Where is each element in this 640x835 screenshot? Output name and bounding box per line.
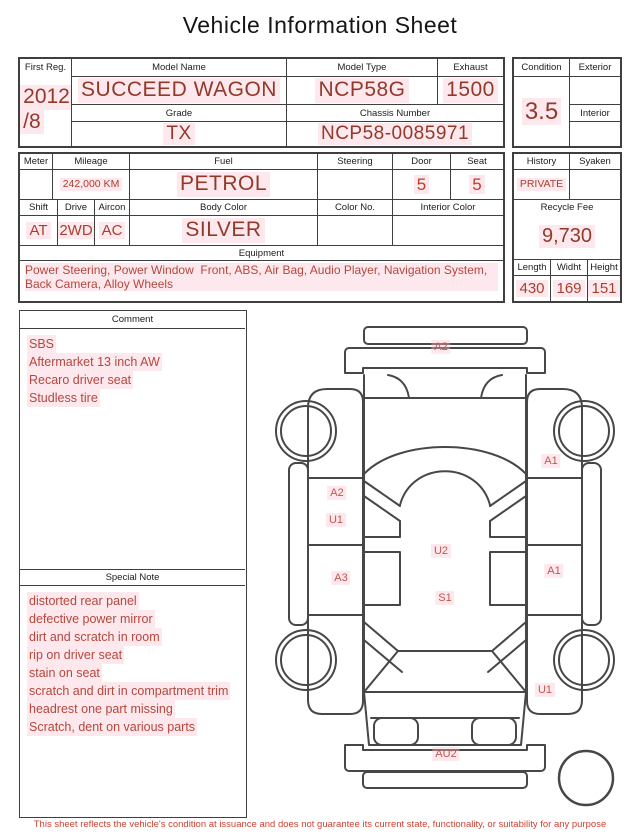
sliding-door-rails [364,552,526,605]
cowl [364,375,526,398]
exhaust-label: Exhaust [438,59,503,77]
model-name-value: SUCCEED WAGON [72,77,287,105]
comment-content [20,329,245,569]
note-line: distorted rear panel [29,594,137,608]
first-reg-month: /8 [20,110,44,134]
wheel-rear-right-inner [559,635,609,685]
body-sides [364,375,526,692]
shift-value: AT [20,216,58,246]
cabin-connectors [364,521,526,537]
height-value: 151 [588,276,620,301]
length-label: Length [514,260,551,276]
note-line: Aftermarket 13 inch AW [29,355,160,369]
condition-label: Condition [514,59,570,77]
windshield-outer [364,447,526,474]
front-strip [364,327,527,344]
damage-code-label: S1 [435,591,454,605]
drive-value: 2WD [58,216,95,246]
history-box [512,152,622,303]
exterior-value [570,77,620,105]
history-label: History [514,154,570,170]
syaken-value [570,170,620,200]
rear-door-left [308,545,363,615]
c-pillar-bands [364,622,526,672]
door-value: 5 [393,170,451,200]
interior-label: Interior [570,105,620,122]
sill-right [582,463,601,625]
first-reg-label: First Reg. [24,62,67,73]
spec-table [18,152,505,303]
damage-code-label: A3 [331,571,350,585]
chassis-number-value: NCP58-0085971 [287,122,503,146]
note-line: stain on seat [29,666,100,680]
grade-label: Grade [72,105,287,122]
damage-code-label: AU2 [432,747,459,761]
steering-label: Steering [318,154,393,170]
footer-disclaimer: This sheet reflects the vehicle's condition at issuance and does not guarantee its current state, functionality, or suitability for any purpose [33,819,607,830]
color-no-label: Color No. [318,200,393,216]
rear-strip [363,772,527,788]
note-line: Studless tire [29,391,98,405]
meter-label: Meter [20,154,53,170]
taillight-left [374,718,418,745]
interior-value [570,122,620,146]
note-line: rip on driver seat [29,648,123,662]
rear-bumper [345,745,545,771]
note-line: headrest one part missing [29,702,173,716]
mileage-label: Mileage [53,154,130,170]
front-door-right [527,478,582,545]
recycle-fee-label: Recycle Fee [540,202,594,213]
width-value: 169 [551,276,588,301]
wheel-front-right [554,401,614,461]
note-line: Scratch, dent on various parts [29,720,196,734]
door-label: Door [393,154,451,170]
damage-diagram [268,315,640,813]
model-type-value: NCP58G [287,77,438,105]
wheel-front-left [276,401,336,461]
fuel-value: PETROL [130,170,318,200]
width-label: Widht [551,260,588,276]
wheel-rear-right [554,630,614,690]
mileage-value: 242,000 KM [53,170,130,200]
special-note-content [20,586,245,816]
body-color-value: SILVER [130,216,318,246]
equipment-label: Equipment [20,246,503,261]
interior-color-label: Interior Color [393,200,503,216]
taillight-right [472,718,516,745]
windshield-inner [400,471,490,505]
model-name-label: Model Name [72,59,287,77]
chassis-number-label: Chassis Number [287,105,503,122]
history-value: PRIVATE [514,170,570,200]
note-line: scratch and dirt in compartment trim [29,684,229,698]
special-note-label: Special Note [20,569,245,586]
sill-left [289,463,308,625]
body-color-label: Body Color [130,200,318,216]
wheel-rear-left [276,630,336,690]
condition-box [512,57,622,148]
exhaust-value: 1500 [438,77,503,105]
exterior-label: Exterior [570,59,620,77]
damage-code-label: A1 [541,454,560,468]
spare-tire [559,751,613,805]
aircon-value: AC [95,216,130,246]
syaken-label: Syaken [570,154,620,170]
damage-code-label: A2 [327,486,346,500]
damage-code-label: U1 [535,683,555,697]
comment-label: Comment [20,311,245,329]
color-no-value [318,216,393,246]
shift-label: Shift [20,200,58,216]
wheel-front-left-inner [281,406,331,456]
first-reg-cell [20,59,72,146]
damage-code-label: U2 [431,544,451,558]
first-reg-year: 2012 [20,85,72,109]
height-label: Height [588,260,620,276]
grade-value: TX [72,122,287,146]
seat-value: 5 [451,170,503,200]
notes-box [19,310,247,818]
front-door-left [308,478,363,545]
note-line: dirt and scratch in room [29,630,160,644]
recycle-fee-cell [514,200,620,260]
fuel-label: Fuel [130,154,318,170]
wheel-front-right-inner [559,406,609,456]
seat-label: Seat [451,154,503,170]
b-pillar-bands [364,481,526,521]
steering-value [318,170,393,200]
model-type-label: Model Type [287,59,438,77]
rear-door-right [527,545,582,615]
meter-value [20,170,53,200]
note-line: Recaro driver seat [29,373,132,387]
note-line: SBS [29,337,55,351]
front-bumper [345,348,545,373]
wheel-rear-left-inner [281,635,331,685]
interior-color-value [393,216,503,246]
drive-label: Drive [58,200,95,216]
first-reg-value [20,73,72,146]
info-table [18,57,505,148]
car-top-view-schematic [268,315,640,813]
damage-code-label: A2 [431,340,450,354]
equipment-value: Power Steering, Power Window Front, ABS, Air Bag, Audio Player, Navigation System, Back Camera, Alloy Wheels [20,261,503,301]
page-title: Vehicle Information Sheet [182,12,458,38]
damage-code-label: U1 [326,513,346,527]
damage-code-label: A1 [544,564,563,578]
aircon-label: Aircon [95,200,130,216]
condition-value: 3.5 [514,77,570,146]
recycle-fee-value: 9,730 [539,213,595,259]
cargo-floor [364,651,526,692]
length-value: 430 [514,276,551,301]
note-line: defective power mirror [29,612,153,626]
